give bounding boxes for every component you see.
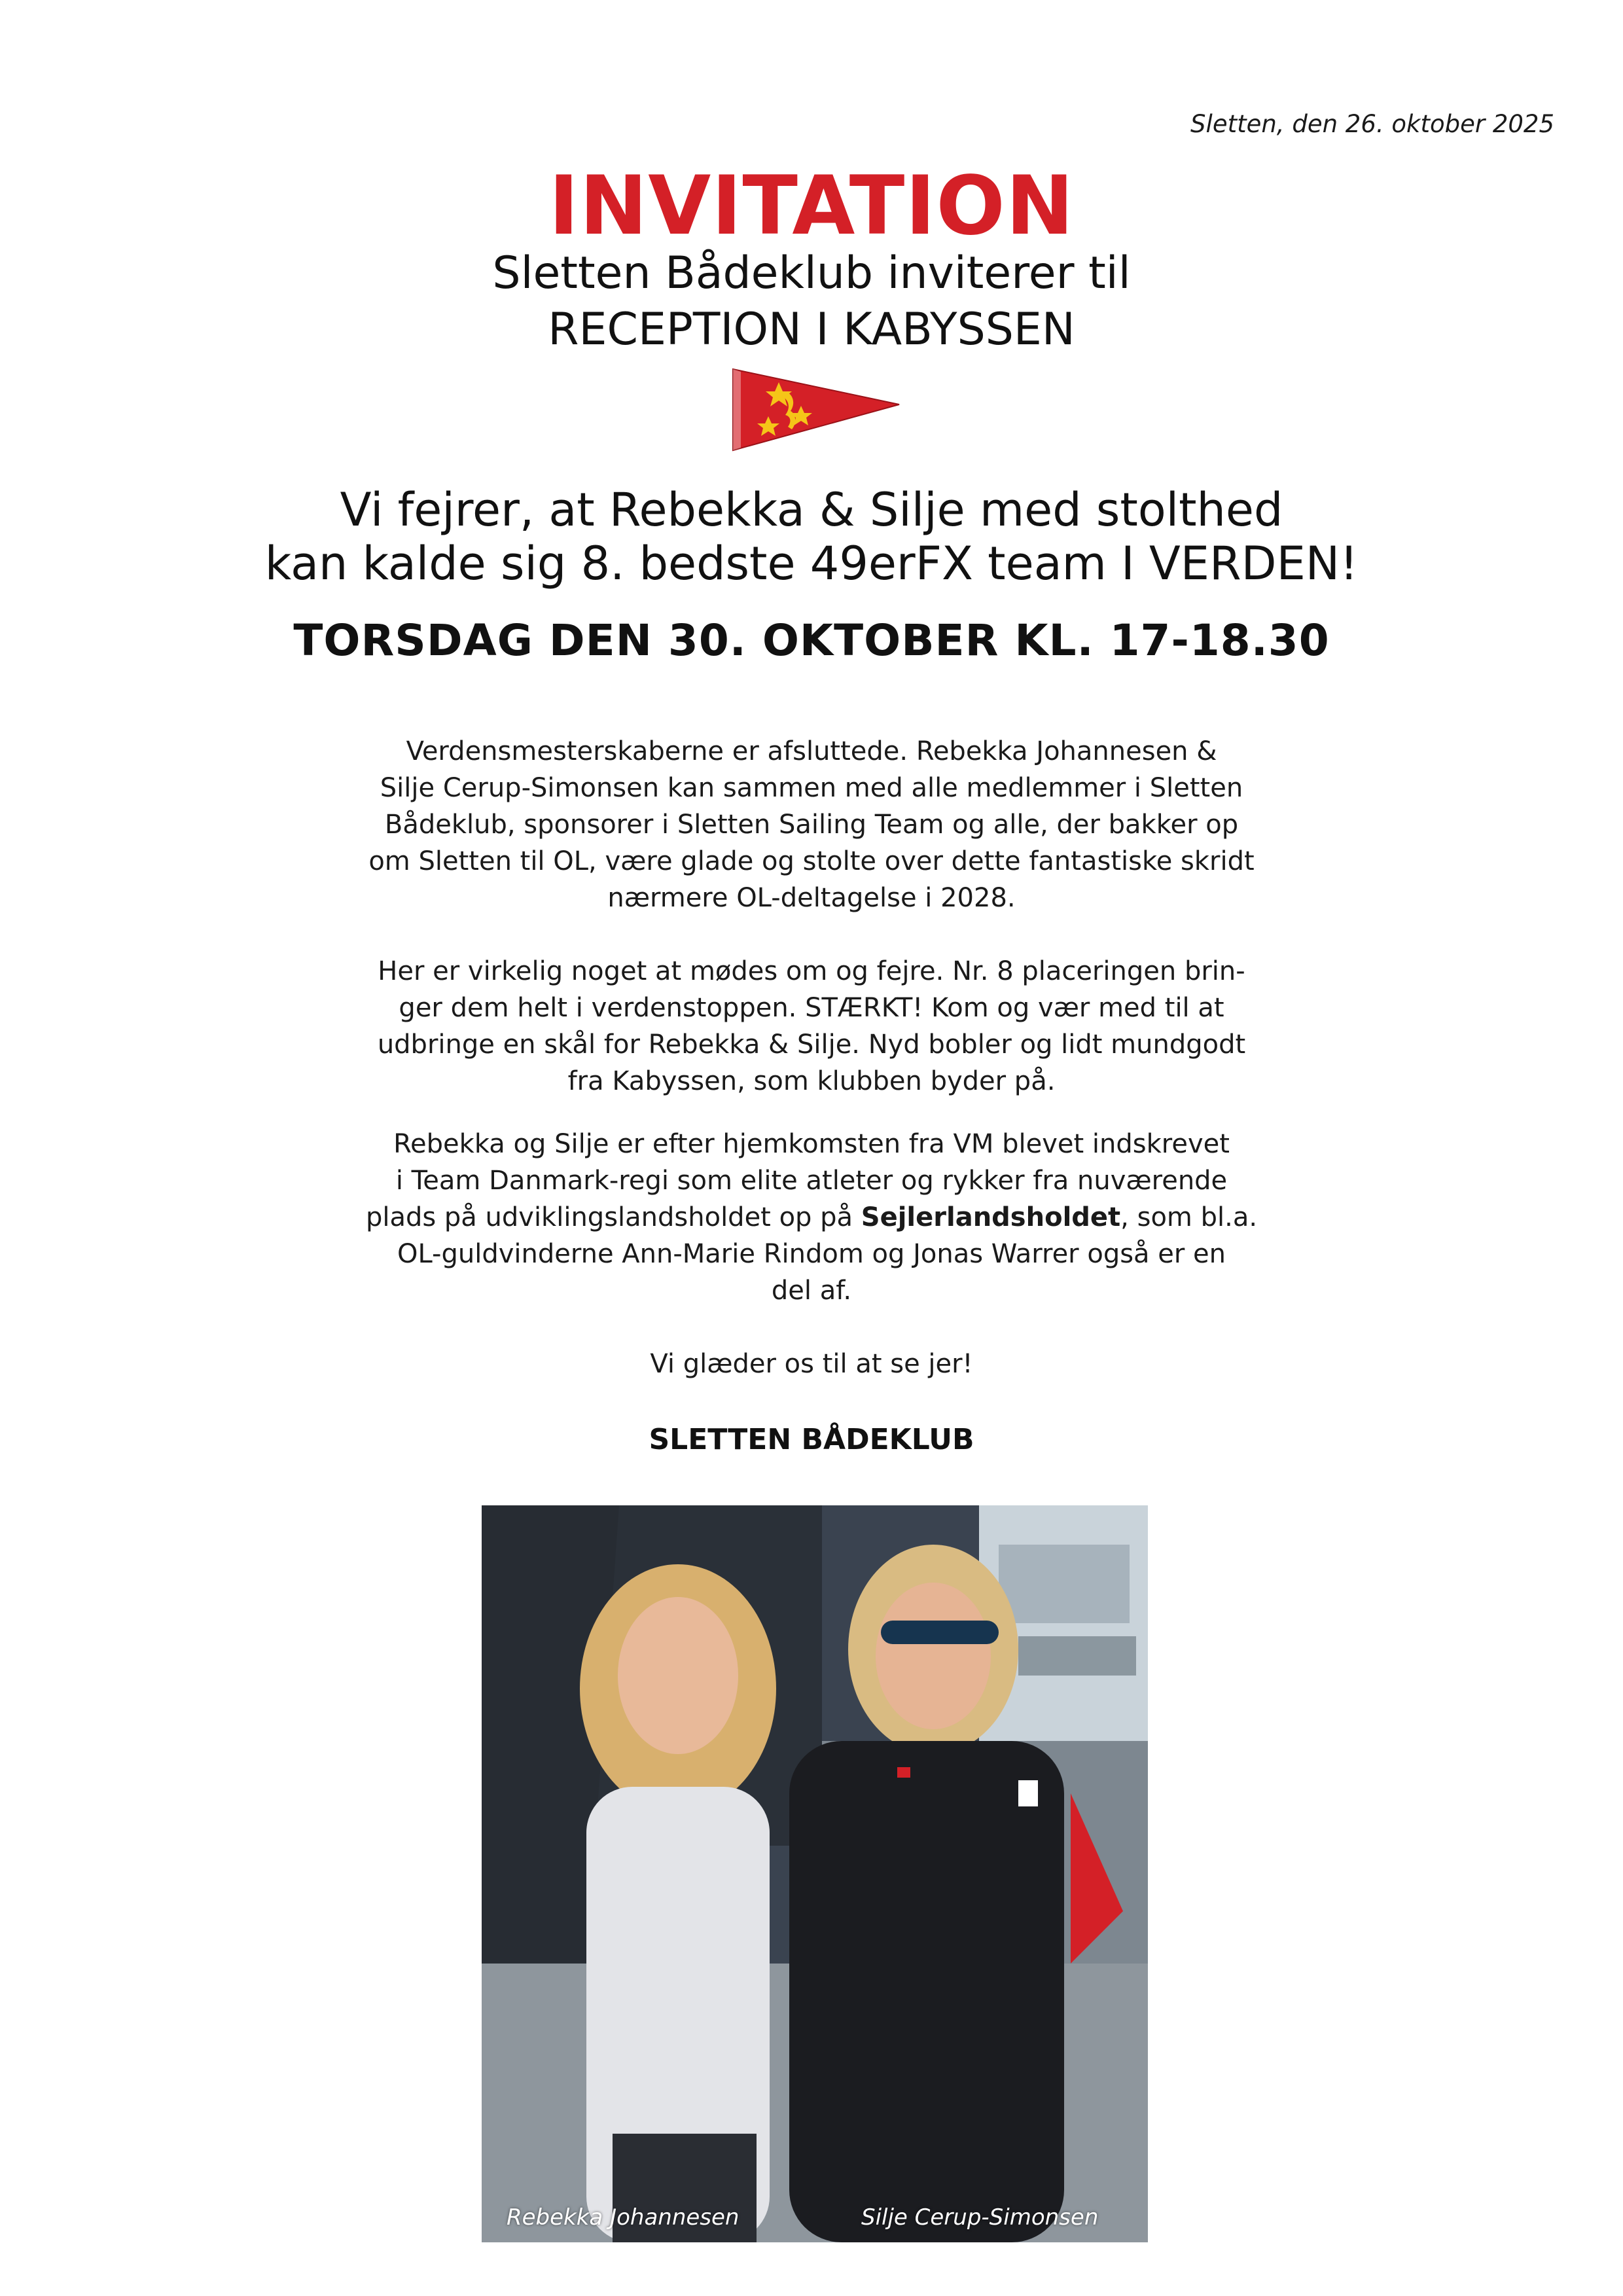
paragraph-line: Verdensmesterskaberne er afsluttede. Rebekka Johannesen &	[406, 736, 1217, 766]
paragraph-line: Rebekka og Silje er efter hjemkomsten fra VM blevet indskrevet	[393, 1129, 1230, 1159]
paragraph-line: ger dem helt i verdenstoppen. STÆRKT! Kom og vær med til at	[399, 993, 1224, 1023]
photo-caption-right: Silje Cerup-Simonsen	[861, 2204, 1099, 2231]
paragraph-line: udbringe en skål for Rebekka & Silje. Nyd bobler og lidt mundgodt	[377, 1030, 1246, 1060]
invitation-title: INVITATION	[548, 159, 1075, 253]
paragraph-1	[308, 733, 1315, 916]
paragraph-line: i Team Danmark-regi som elite atleter og rykker fra nuværende	[395, 1166, 1228, 1196]
paragraph-line: Silje Cerup-Simonsen kan sammen med alle medlemmer i Sletten	[380, 773, 1243, 803]
paragraph-line	[308, 1199, 1315, 1236]
sejlerlandsholdet-bold: Sejlerlandsholdet	[861, 1202, 1121, 1232]
dateline: Sletten, den 26. oktober 2025	[1190, 110, 1554, 138]
paragraph-line: Bådeklub, sponsorer i Sletten Sailing Team og alle, der bakker op	[384, 810, 1239, 840]
paragraph-2	[308, 953, 1315, 1100]
subtitle-line-2: RECEPTION I KABYSSEN	[548, 304, 1075, 355]
paragraph-line: del af.	[771, 1276, 852, 1306]
paragraph-line: Her er virkelig noget at mødes om og fejre. Nr. 8 placeringen brin-	[378, 956, 1245, 986]
headline-line-1: Vi fejrer, at Rebekka & Silje med stolthed	[340, 483, 1283, 537]
signature: SLETTEN BÅDEKLUB	[649, 1423, 974, 1456]
paragraph-line: fra Kabyssen, som klubben byder på.	[567, 1066, 1056, 1096]
paragraph-line: OL-guldvinderne Ann-Marie Rindom og Jonas Warrer også er en	[397, 1239, 1226, 1269]
headline	[0, 483, 1623, 590]
paragraph-text: , som bl.a.	[1120, 1202, 1258, 1232]
paragraph-text: plads på udviklingslandsholdet op på	[365, 1202, 861, 1232]
club-burgee-icon	[728, 364, 904, 456]
paragraph-line: om Sletten til OL, være glade og stolte over dette fantastiske skridt	[368, 846, 1255, 876]
headline-line-2: kan kalde sig 8. bedste 49erFX team I VERDEN!	[264, 537, 1359, 590]
event-datetime: TORSDAG DEN 30. OKTOBER KL. 17-18.30	[293, 615, 1330, 666]
paragraph-line: nærmere OL-deltagelse i 2028.	[607, 883, 1016, 913]
photo-caption-left: Rebekka Johannesen	[507, 2204, 740, 2231]
closing-line: Vi glæder os til at se jer!	[650, 1349, 973, 1379]
team-photo	[482, 1505, 1148, 2242]
paragraph-3	[308, 1126, 1315, 1309]
subtitle-line-1: Sletten Bådeklub inviterer til	[492, 247, 1131, 299]
